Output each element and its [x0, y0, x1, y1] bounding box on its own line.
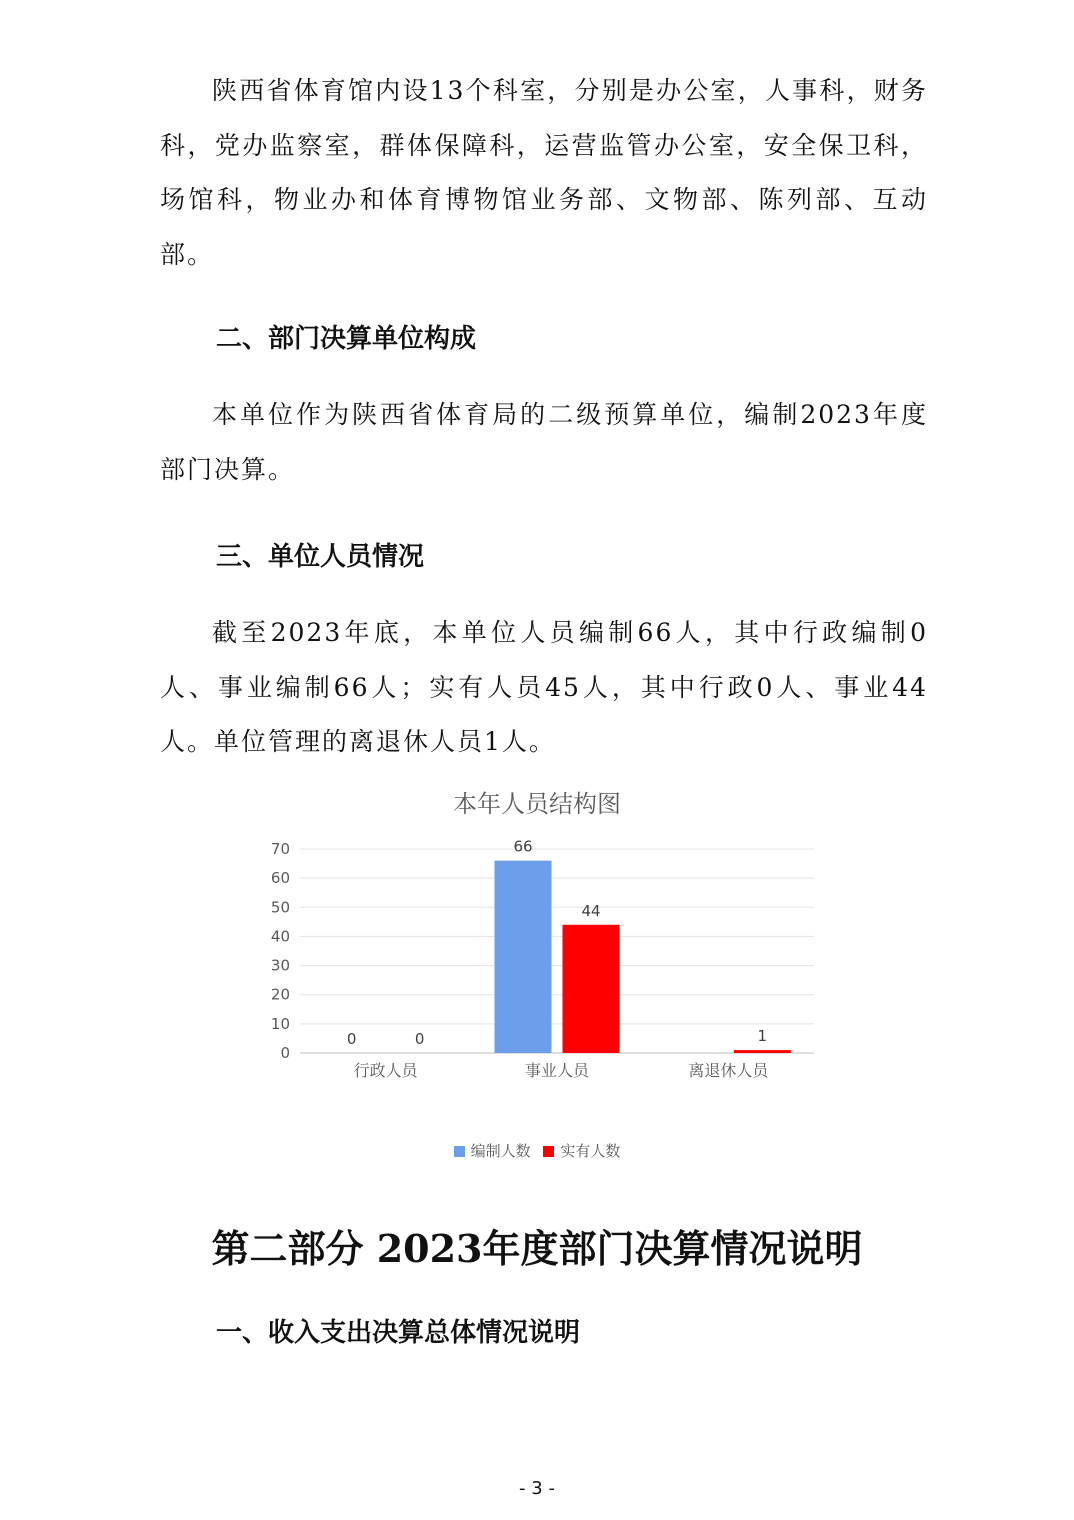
x-tick-label: 事业人员 [524, 1061, 590, 1080]
page-number: - 3 - [519, 1478, 555, 1499]
y-tick-label: 10 [270, 1014, 290, 1033]
section-heading-staff: 三、单位人员情况 [216, 542, 425, 572]
paragraph-unit-composition: 本单位作为陕西省体育局的二级预算单位，编制2023年度部门决算。 [160, 400, 928, 484]
chart-title: 本年人员结构图 [453, 790, 621, 818]
data-label: 1 [757, 1027, 768, 1046]
y-tick-label: 50 [270, 898, 290, 917]
y-tick-label: 0 [280, 1044, 290, 1062]
chart-legend [0, 1140, 1074, 1161]
y-tick-label: 30 [270, 956, 290, 975]
bar [563, 925, 620, 1053]
legend-item-authorized [454, 1140, 531, 1161]
data-label: 44 [581, 901, 601, 920]
section-heading-income-expense: 一、收入支出决算总体情况说明 [216, 1318, 581, 1348]
y-tick-label: 60 [270, 869, 290, 888]
paragraph-staff: 截至2023年底，本单位人员编制66人，其中行政编制0人、事业编制66人；实有人员45人，其中行政0人、事业44人。单位管理的离退休人员1人。 [160, 618, 928, 756]
legend-swatch-authorized [454, 1146, 465, 1157]
section-heading-unit-composition: 二、部门决算单位构成 [216, 324, 477, 354]
data-label: 66 [513, 837, 533, 856]
y-tick-label: 70 [270, 840, 290, 858]
y-tick-label: 20 [270, 985, 290, 1004]
y-tick-label: 40 [270, 927, 290, 946]
part-title: 第二部分 2023年度部门决算情况说明 [211, 1226, 863, 1271]
bar [495, 861, 552, 1053]
legend-swatch-actual [543, 1146, 554, 1157]
legend-item-actual [543, 1140, 620, 1161]
bar [734, 1050, 791, 1053]
paragraph-departments: 陕西省体育馆内设13个科室，分别是办公室，人事科，财务科，党办监察室，群体保障科，运营监管办公室，安全保卫科，场馆科，物业办和体育博物馆业务部、文物部、陈列部、互动部。 [160, 76, 928, 269]
legend-label-authorized: 编制人数 [470, 1142, 531, 1160]
legend-label-actual: 实有人数 [560, 1142, 621, 1160]
data-label: 0 [414, 1030, 425, 1048]
x-tick-label: 离退休人员 [688, 1061, 769, 1080]
x-tick-label: 行政人员 [353, 1061, 418, 1080]
data-label: 0 [346, 1030, 357, 1048]
